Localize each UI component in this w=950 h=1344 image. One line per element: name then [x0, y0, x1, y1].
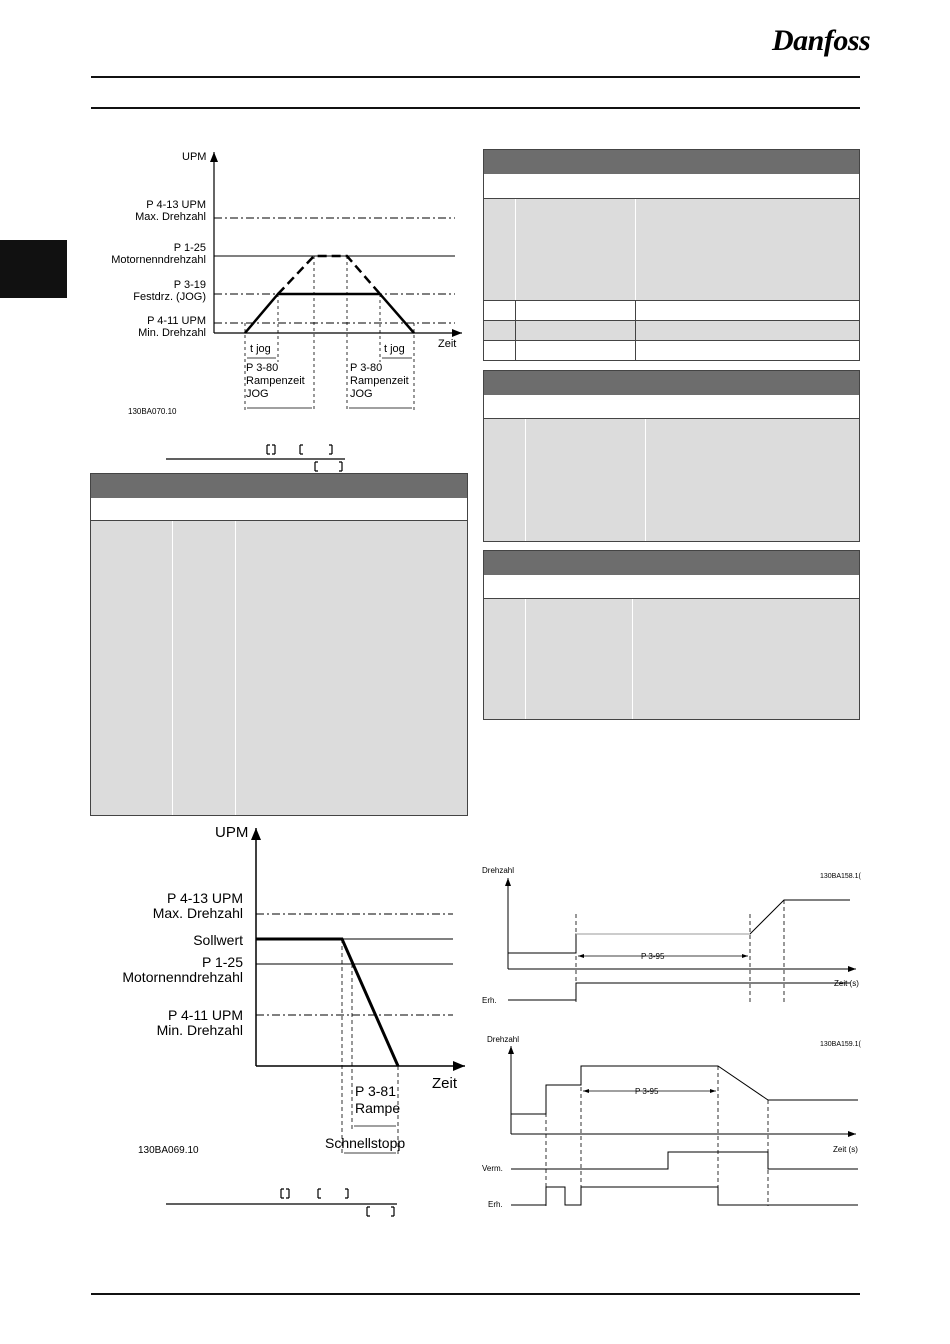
left-table-cell: [236, 521, 467, 815]
jog-tjog-right: t jog: [384, 343, 405, 355]
jog-y-arrow: [210, 152, 218, 162]
svg-text:Max. Drehzahl: Max. Drehzahl: [152, 905, 243, 921]
speed-chart-2: [478, 1030, 863, 1220]
svg-text:P 4-11 UPM: P 4-11 UPM: [147, 315, 206, 327]
danfoss-logo: Danfoss: [772, 24, 871, 57]
speed-chart-1: [478, 862, 863, 1010]
svg-text:P 1-25: P 1-25: [202, 954, 243, 970]
svg-text:Zeit: Zeit: [432, 1075, 458, 1092]
right-parameter-table-2: [483, 370, 860, 542]
svg-text:Motornenndrehzahl: Motornenndrehzahl: [122, 969, 243, 985]
svg-text:P 4-13 UPM: P 4-13 UPM: [146, 199, 206, 211]
svg-text:Max. Drehzahl: Max. Drehzahl: [135, 211, 206, 223]
chapter-tab: [0, 240, 67, 298]
jog-profile: [245, 294, 414, 333]
svg-text:Min. Drehzahl: Min. Drehzahl: [156, 1022, 243, 1038]
quickstop-chart: [120, 818, 475, 1158]
svg-text:UPM: UPM: [215, 824, 249, 841]
right-parameter-table-3: [483, 550, 860, 720]
left-table-cell: [173, 521, 235, 815]
svg-text:P 4-13 UPM: P 4-13 UPM: [167, 890, 243, 906]
jog-x-label: Zeit: [438, 338, 457, 350]
svg-text:Zeit (s): Zeit (s): [834, 979, 859, 988]
svg-text:P 1-25: P 1-25: [173, 242, 206, 254]
svg-text:JOG: JOG: [350, 388, 373, 400]
svg-text:P 3-95: P 3-95: [635, 1087, 659, 1096]
jog-ramp-chart: [110, 140, 470, 425]
svg-text:P 3-19: P 3-19: [173, 279, 206, 291]
svg-text:Erh.: Erh.: [482, 996, 497, 1005]
svg-text:P 3-80: P 3-80: [350, 362, 383, 374]
svg-text:Festdrz. (JOG): Festdrz. (JOG): [133, 291, 206, 303]
svg-text:P 4-11 UPM: P 4-11 UPM: [168, 1007, 243, 1023]
svg-text:P 3-80: P 3-80: [246, 362, 279, 374]
svg-text:P 3-95: P 3-95: [641, 952, 665, 961]
svg-text:Rampe: Rampe: [355, 1100, 401, 1116]
footer-rule: [91, 1293, 860, 1295]
svg-text:Zeit (s): Zeit (s): [833, 1145, 858, 1154]
svg-text:Motornenndrehzahl: Motornenndrehzahl: [111, 254, 206, 266]
left-parameter-table: [90, 473, 468, 816]
left-table-cell: [91, 521, 172, 815]
svg-text:130BA159.1(: 130BA159.1(: [820, 1041, 861, 1048]
jog-profile-dashed: [278, 256, 380, 294]
svg-text:Schnellstopp: Schnellstopp: [325, 1135, 406, 1151]
right-parameter-table-1: [483, 149, 860, 361]
svg-text:Min. Drehzahl: Min. Drehzahl: [138, 327, 206, 339]
left-table-header: [91, 474, 467, 498]
svg-text:Rampenzeit: Rampenzeit: [246, 375, 305, 387]
svg-text:Drehzahl: Drehzahl: [482, 866, 515, 875]
jog-x-arrow: [452, 329, 462, 337]
jog-figure-code: 130BA070.10: [128, 407, 177, 416]
svg-text:Drehzahl: Drehzahl: [487, 1035, 520, 1044]
svg-text:Sollwert: Sollwert: [193, 932, 243, 948]
header-rule-bottom: [91, 107, 860, 109]
svg-text:Erh.: Erh.: [488, 1200, 503, 1209]
svg-text:Verm.: Verm.: [482, 1164, 503, 1173]
svg-text:130BA069.10: 130BA069.10: [138, 1145, 199, 1156]
svg-text:JOG: JOG: [246, 388, 269, 400]
svg-text:P 3-81: P 3-81: [355, 1083, 396, 1099]
param-heading-2: [160, 1185, 410, 1219]
svg-text:Rampenzeit: Rampenzeit: [350, 375, 409, 387]
svg-text:130BA158.1(: 130BA158.1(: [820, 873, 861, 880]
jog-y-label: UPM: [182, 151, 207, 163]
header-rule-top: [91, 76, 860, 78]
jog-tjog-left: t jog: [250, 343, 271, 355]
param-heading-1: [160, 440, 360, 472]
